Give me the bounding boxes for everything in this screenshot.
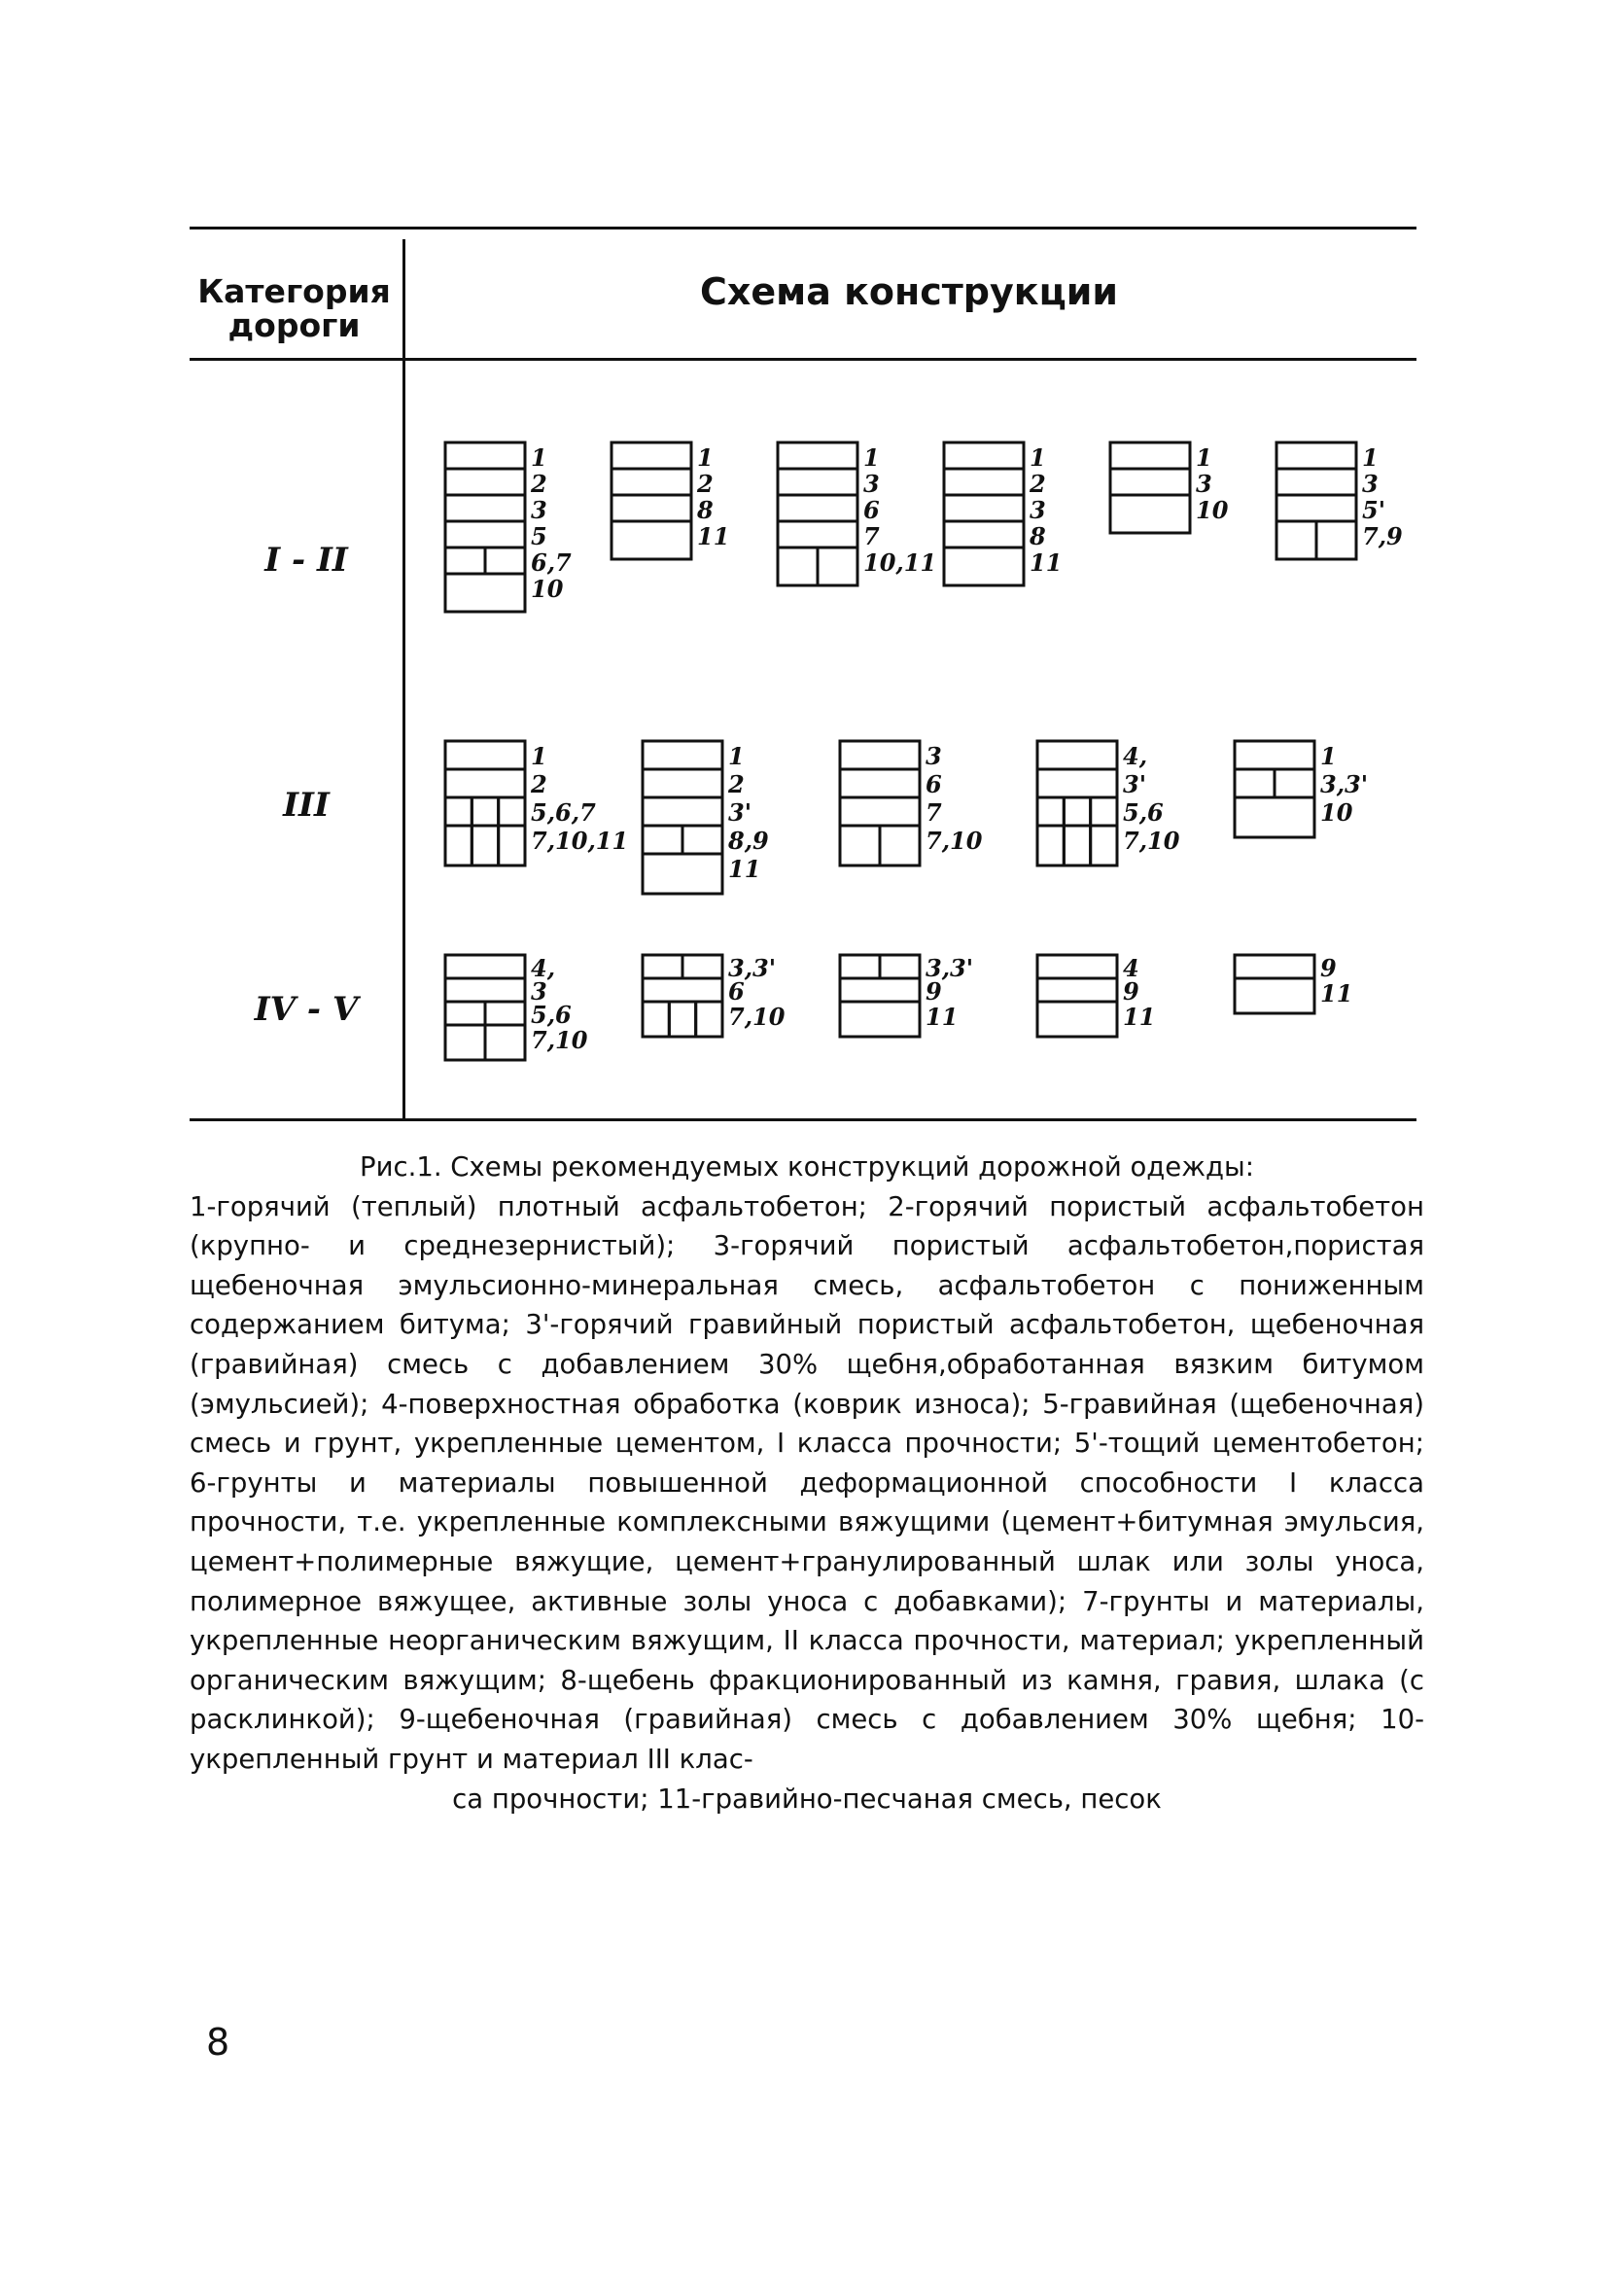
layer-cell	[643, 955, 682, 978]
scheme-3-1	[445, 954, 588, 1060]
layer-label: 10,11	[863, 548, 937, 577]
layer-label: 1	[697, 443, 714, 472]
layer-cell	[612, 442, 691, 469]
layer-cell	[944, 521, 1024, 548]
layer-label: 2	[531, 770, 547, 798]
layer-label: 3	[531, 977, 547, 1006]
layer-label: 7	[926, 798, 942, 827]
layer-cell	[840, 741, 920, 769]
layer-label: 3	[1362, 470, 1379, 498]
layer-cell	[1091, 826, 1117, 865]
layer-cell	[1275, 769, 1314, 797]
layer-cell	[485, 1002, 525, 1025]
layer-label: 4	[1123, 954, 1139, 982]
layer-label: 5,6,7	[531, 798, 596, 827]
header-scheme: Схема конструкции	[700, 270, 1118, 313]
layer-label: 5,6	[1123, 798, 1164, 827]
layer-label: 6	[863, 496, 880, 524]
layer-label: 3	[926, 742, 942, 770]
layer-cell	[445, 1025, 485, 1060]
layer-label: 11	[926, 1003, 959, 1031]
layer-cell	[472, 826, 498, 865]
layer-label: 1	[531, 443, 547, 472]
layer-cell	[880, 826, 920, 865]
layer-label: 2	[728, 770, 745, 798]
layer-label: 7,10	[531, 1026, 588, 1054]
layer-cell	[1235, 955, 1314, 978]
scheme-3-3	[840, 954, 973, 1037]
layer-cell	[643, 741, 722, 769]
scheme-2-2	[643, 741, 769, 894]
layer-label: 11	[697, 522, 730, 550]
figure-caption	[190, 1148, 1424, 1819]
layer-label: 11	[1030, 548, 1063, 577]
layer-cell	[445, 741, 525, 769]
category-row-2: III	[283, 786, 330, 825]
layer-label: 7	[863, 522, 880, 550]
scheme-1-1	[445, 442, 572, 612]
layer-cell	[696, 1002, 722, 1037]
layer-label: 10	[1320, 798, 1353, 827]
layer-label: 3	[863, 470, 880, 498]
layer-cell	[682, 826, 722, 854]
layer-label: 6	[926, 770, 942, 798]
layer-cell	[840, 955, 880, 978]
layer-cell	[1037, 741, 1117, 769]
layer-cell	[643, 797, 722, 826]
layer-label: 10	[1196, 496, 1229, 524]
layer-label: 1	[1362, 443, 1379, 472]
layer-cell	[944, 442, 1024, 469]
layer-label: 3'	[728, 798, 752, 827]
layer-label: 1	[1196, 443, 1212, 472]
layer-cell	[840, 1002, 920, 1037]
layer-cell	[485, 1025, 525, 1060]
page-number: 8	[206, 2021, 230, 2064]
caption-title: Рис.1. Схемы рекомендуемых конструкций дорожной одежды:	[360, 1151, 1254, 1183]
layer-label: 3	[1196, 470, 1212, 498]
layer-label: 7,10	[926, 827, 983, 855]
layer-cell	[445, 495, 525, 521]
layer-cell	[1037, 978, 1117, 1002]
layer-label: 9	[1320, 954, 1337, 982]
layer-label: 7,10	[1123, 827, 1180, 855]
layer-label: 10	[531, 575, 564, 603]
layer-cell	[1110, 442, 1190, 469]
scheme-1-2	[612, 442, 729, 559]
scheme-2-3	[840, 741, 983, 865]
layer-cell	[1091, 797, 1117, 826]
layer-cell	[1276, 442, 1356, 469]
caption-body: 1-горячий (теплый) плотный асфальтобетон; 2-горячий пористый асфальтобетон (крупно- и среднезернистый); 3-горячий пористый асфальтобетон,пористая щебеночная эмульсионно-минеральная смесь, асфальтобетон с пониженным содержанием битума; 3'-горячий гравийный пористый асфальтобетон, щебеночная (гравийная) смесь с добавлением 30% щебня,обработанная вязким битумом (эмульсией); 4-поверхностная обработка (коврик износа); 5-гравийная (щебеночная) смесь и грунт, укрепленные цементом, I класса прочности; 5'-тощий цементобетон; 6-грунты и материалы повышенной деформационной способности I класса прочности, т.е. укрепленные комплексными вяжущими (цемент+битумная эмульсия, цемент+полимерные вяжущие, цемент+гранулированный шлак или золы уноса, полимерное вяжущее, активные золы уноса с добавками); 7-грунты и материалы, укрепленные неорганическим вяжущим, II класса прочности, материал; укрепленный органическим вяжущим; 8-щебень фракционированный из камня, гравия, шлака (с расклинкой); 9-щебеночная (гравийная) смесь с добавлением 30% щебня; 10-укрепленный грунт и материал III клас-	[190, 1190, 1424, 1775]
layer-label: 1	[1030, 443, 1046, 472]
layer-label: 1	[728, 742, 745, 770]
layer-cell	[643, 1002, 669, 1037]
layer-cell	[445, 955, 525, 978]
layer-label: 5'	[1362, 496, 1386, 524]
layer-cell	[1235, 741, 1314, 769]
layer-cell	[643, 978, 722, 1002]
layer-label: 6,7	[531, 548, 572, 577]
layer-cell	[445, 797, 472, 826]
layer-cell	[445, 978, 525, 1002]
layer-cell	[840, 978, 920, 1002]
layer-cell	[778, 548, 818, 585]
layer-label: 3,3'	[926, 954, 974, 982]
layer-label: 6	[728, 977, 745, 1006]
layer-label: 11	[728, 855, 761, 883]
layer-cell	[445, 548, 485, 574]
layer-label: 11	[1123, 1003, 1156, 1031]
layer-cell	[669, 1002, 695, 1037]
layer-cell	[445, 469, 525, 495]
layer-label: 5,6	[531, 1001, 572, 1029]
category-row-1: I - II	[264, 541, 348, 580]
caption-tail: са прочности; 11-гравийно-песчаная смесь, песок	[452, 1783, 1162, 1815]
layer-cell	[643, 769, 722, 797]
layer-cell	[643, 826, 682, 854]
scheme-2-1	[445, 741, 628, 865]
layer-cell	[643, 854, 722, 894]
layer-cell	[1235, 978, 1314, 1013]
scheme-2-4	[1037, 741, 1180, 865]
layer-label: 3	[531, 496, 547, 524]
layer-cell	[612, 495, 691, 521]
layer-cell	[840, 826, 880, 865]
layer-label: 11	[1320, 979, 1353, 1007]
layer-label: 1	[531, 742, 547, 770]
scheme-1-6	[1276, 442, 1403, 559]
layer-label: 8	[1030, 522, 1046, 550]
layer-cell	[778, 521, 857, 548]
layer-label: 4,	[531, 954, 556, 982]
layer-cell	[499, 826, 525, 865]
layer-label: 3,3'	[728, 954, 777, 982]
layer-label: 7,10	[728, 1003, 786, 1031]
layer-cell	[1037, 1002, 1117, 1037]
layer-label: 5	[531, 522, 547, 550]
layer-cell	[1037, 769, 1117, 797]
layer-cell	[1316, 521, 1356, 559]
layer-cell	[445, 442, 525, 469]
layer-label: 1	[863, 443, 880, 472]
layer-cell	[1110, 495, 1190, 533]
category-row-3: IV - V	[254, 990, 359, 1029]
layer-cell	[1235, 797, 1314, 837]
layer-cell	[445, 574, 525, 612]
scheme-3-5	[1235, 954, 1352, 1013]
layer-cell	[1276, 521, 1316, 559]
layer-cell	[778, 442, 857, 469]
layer-cell	[880, 955, 920, 978]
scheme-2-5	[1235, 741, 1368, 837]
layer-cell	[445, 1002, 485, 1025]
layer-cell	[944, 548, 1024, 585]
layer-cell	[818, 548, 857, 585]
layer-cell	[778, 469, 857, 495]
layer-label: 3'	[1123, 770, 1147, 798]
layer-cell	[445, 826, 472, 865]
layer-label: 4,	[1123, 742, 1148, 770]
layer-label: 9	[926, 977, 942, 1006]
scheme-1-3	[778, 442, 936, 585]
layer-cell	[778, 495, 857, 521]
layer-label: 8	[697, 496, 714, 524]
layer-cell	[1110, 469, 1190, 495]
layer-cell	[499, 797, 525, 826]
layer-label: 3,3'	[1320, 770, 1369, 798]
layer-label: 7,9	[1362, 522, 1403, 550]
layer-cell	[944, 469, 1024, 495]
layer-cell	[944, 495, 1024, 521]
layer-cell	[1276, 469, 1356, 495]
layer-cell	[840, 769, 920, 797]
layer-cell	[1235, 769, 1275, 797]
layer-cell	[612, 469, 691, 495]
scheme-1-5	[1110, 442, 1229, 533]
layer-cell	[840, 797, 920, 826]
layer-label: 7,10,11	[531, 827, 629, 855]
scheme-3-2	[643, 954, 786, 1037]
layer-cell	[445, 521, 525, 548]
layer-label: 8,9	[728, 827, 769, 855]
layer-cell	[1037, 826, 1064, 865]
header-category: Категория дороги	[197, 272, 391, 344]
layer-cell	[612, 521, 691, 559]
layer-cell	[485, 548, 525, 574]
layer-label: 3	[1030, 496, 1046, 524]
layer-cell	[1037, 955, 1117, 978]
layer-label: 9	[1123, 977, 1139, 1006]
scheme-1-4	[944, 442, 1062, 585]
layer-label: 2	[1030, 470, 1046, 498]
layer-cell	[682, 955, 722, 978]
layer-cell	[445, 769, 525, 797]
layer-cell	[1064, 797, 1090, 826]
scheme-3-4	[1037, 954, 1155, 1037]
layer-cell	[1276, 495, 1356, 521]
layer-label: 2	[531, 470, 547, 498]
layer-cell	[1037, 797, 1064, 826]
layer-label: 2	[697, 470, 714, 498]
layer-cell	[1064, 826, 1090, 865]
layer-label: 1	[1320, 742, 1337, 770]
layer-cell	[472, 797, 498, 826]
